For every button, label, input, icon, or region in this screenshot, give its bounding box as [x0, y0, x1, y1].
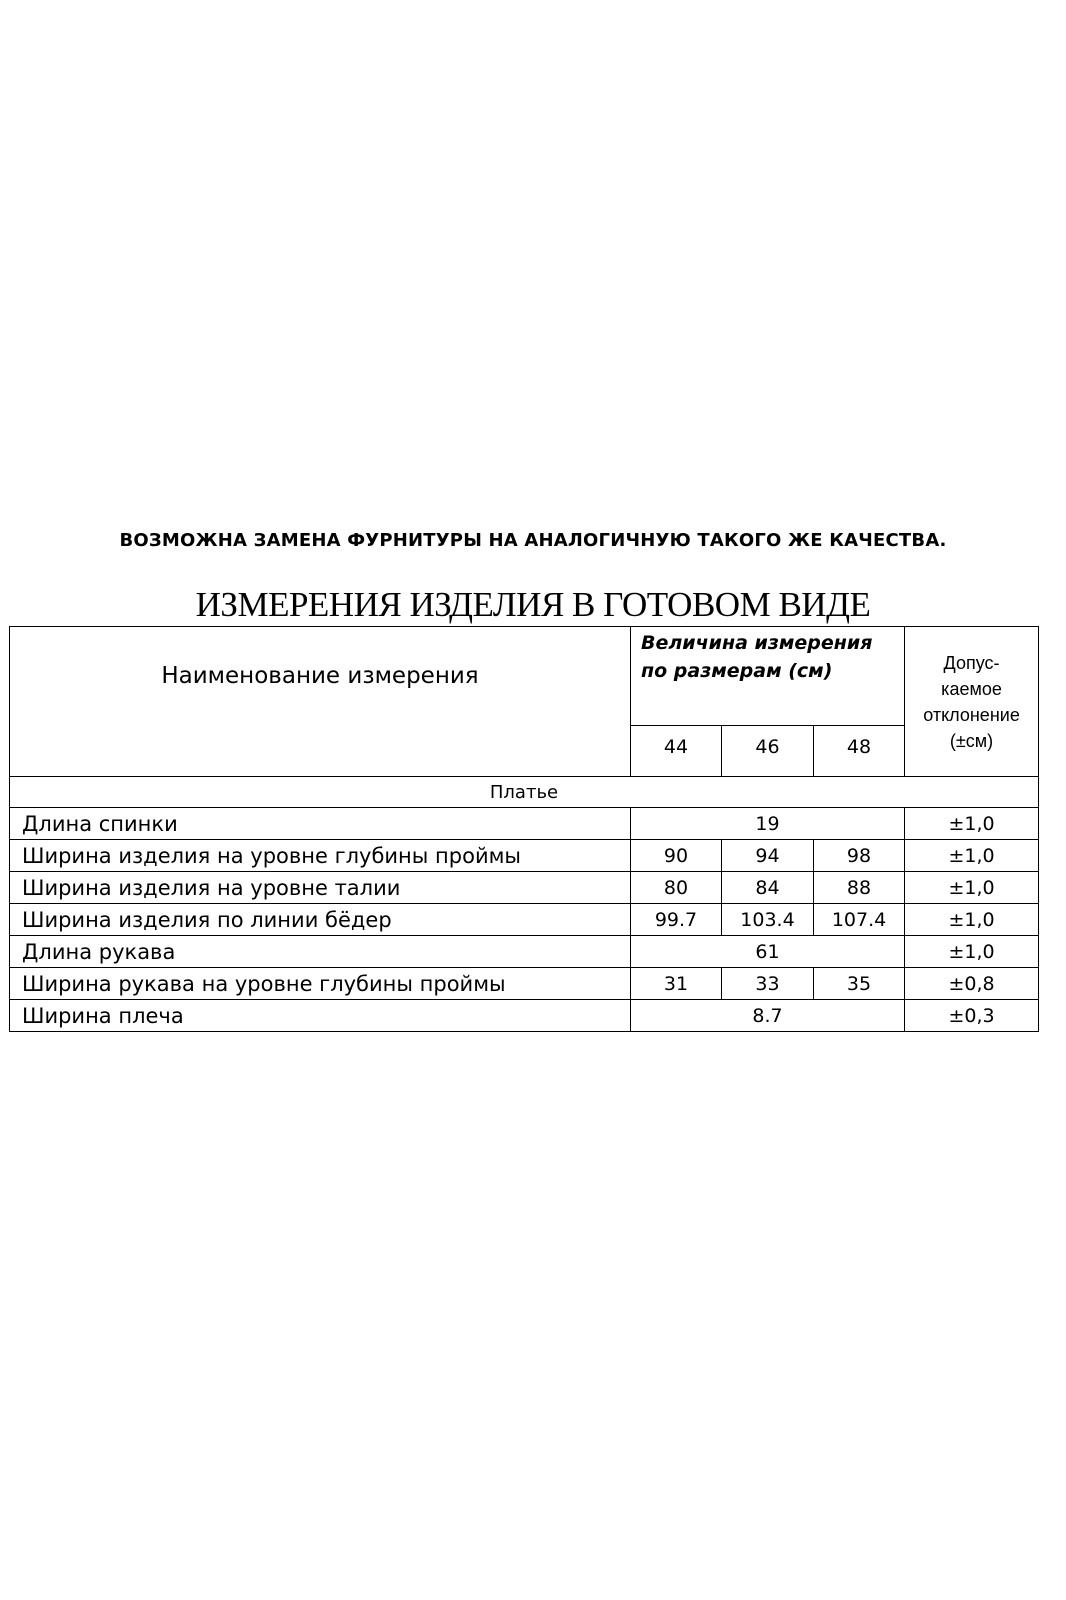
table-header-row [10, 627, 1039, 726]
header-size-values: Величина измерения по размерам (см) [631, 627, 905, 726]
header-tolerance-line: (±см) [949, 730, 994, 751]
measurement-tolerance: ±1,0 [905, 872, 1039, 904]
measurement-name: Ширина изделия по линии бёдер [10, 904, 631, 936]
header-tolerance [905, 627, 1039, 777]
document-title: ИЗМЕРЕНИЯ ИЗДЕЛИЯ В ГОТОВОМ ВИДЕ [195, 585, 871, 624]
measurement-name: Ширина изделия на уровне глубины проймы [10, 840, 631, 872]
table-row [10, 968, 1039, 1000]
table-row [10, 904, 1039, 936]
measurement-value-44: 90 [631, 840, 722, 872]
measurement-tolerance: ±1,0 [905, 840, 1039, 872]
measurement-value-46: 94 [722, 840, 814, 872]
section-label: Платье [10, 777, 1039, 808]
measurement-tolerance: ±1,0 [905, 936, 1039, 968]
measurement-common-value: 8.7 [631, 1000, 905, 1032]
measurement-common-value: 19 [631, 808, 905, 840]
table-row [10, 808, 1039, 840]
measurement-value-46: 84 [722, 872, 814, 904]
table-row [10, 872, 1039, 904]
table-row [10, 1000, 1039, 1032]
measurement-name: Ширина рукава на уровне глубины проймы [10, 968, 631, 1000]
table-row [10, 936, 1039, 968]
measurement-value-48: 98 [814, 840, 905, 872]
measurement-value-46: 33 [722, 968, 814, 1000]
measurement-common-value: 61 [631, 936, 905, 968]
measurement-tolerance: ±1,0 [905, 904, 1039, 936]
measurement-value-44: 99.7 [631, 904, 722, 936]
header-tolerance-line: отклонение [923, 704, 1020, 725]
measurement-value-44: 80 [631, 872, 722, 904]
measurement-value-44: 31 [631, 968, 722, 1000]
measurement-tolerance: ±1,0 [905, 808, 1039, 840]
measurement-tolerance: ±0,3 [905, 1000, 1039, 1032]
measurement-value-48: 88 [814, 872, 905, 904]
measurement-value-46: 103.4 [722, 904, 814, 936]
size-48-header: 48 [814, 726, 905, 777]
header-measurement-name: Наименование измерения [10, 627, 631, 777]
header-tolerance-line: Допус- [943, 652, 1000, 673]
measurement-value-48: 107.4 [814, 904, 905, 936]
measurement-name: Ширина изделия на уровне талии [10, 872, 631, 904]
measurement-name: Длина рукава [10, 936, 631, 968]
table-row [10, 840, 1039, 872]
measurement-name: Длина спинки [10, 808, 631, 840]
header-tolerance-line: каемое [941, 678, 1002, 699]
section-row [10, 777, 1039, 808]
fittings-notice: ВОЗМОЖНА ЗАМЕНА ФУРНИТУРЫ НА АНАЛОГИЧНУЮ ТАКОГО ЖЕ КАЧЕСТВА. [119, 530, 947, 551]
size-44-header: 44 [631, 726, 722, 777]
measurement-value-48: 35 [814, 968, 905, 1000]
measurement-name: Ширина плеча [10, 1000, 631, 1032]
measurements-table [9, 626, 1039, 1032]
size-46-header: 46 [722, 726, 814, 777]
measurement-tolerance: ±0,8 [905, 968, 1039, 1000]
